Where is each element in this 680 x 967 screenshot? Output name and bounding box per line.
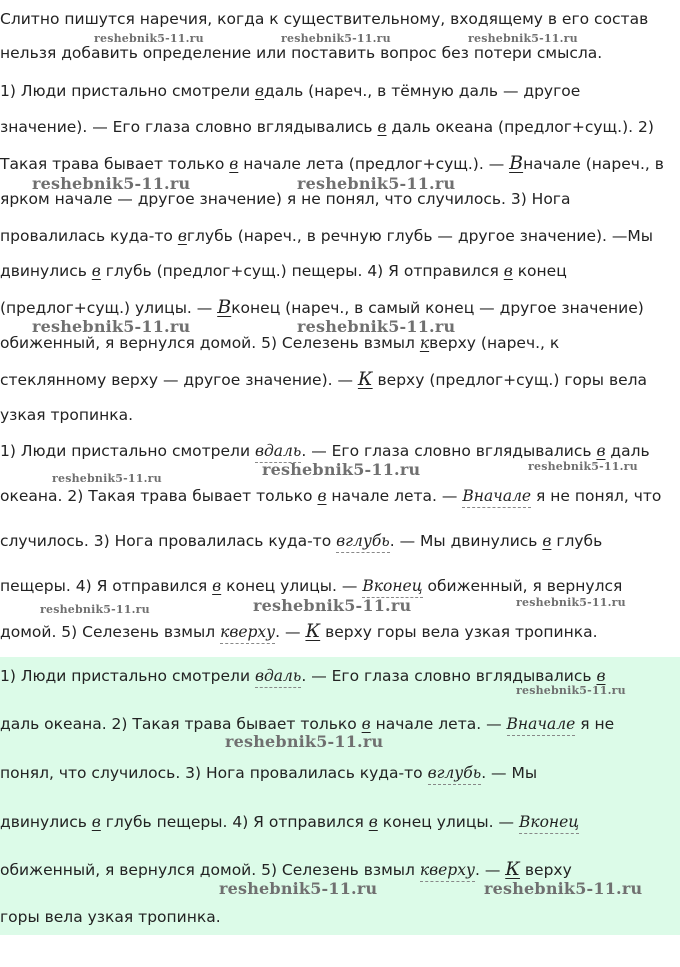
prefix: в xyxy=(91,262,101,280)
watermark: reshebnik5-11.ru xyxy=(262,460,421,479)
watermark: reshebnik5-11.ru xyxy=(468,32,578,45)
intro-line: нельзя добавить определение или поставить вопрос без потери смысла. xyxy=(0,44,603,62)
prefix: К xyxy=(505,858,520,880)
prefix: в xyxy=(229,155,239,173)
answer-line: даль океана. 2) Такая трава бывает только в начале лета. — Вначале я не xyxy=(0,714,680,734)
text-line: двинулись в глубь (предлог+сущ.) пещеры. 4) Я отправился в конец xyxy=(0,262,567,280)
answer-line: горы вела узкая тропинка. xyxy=(0,908,221,926)
text-line: ярком начале — другое значение) я не понял, что случилось. 3) Нога xyxy=(0,190,571,208)
watermark: reshebnik5-11.ru xyxy=(484,879,643,898)
text-line: обиженный, я вернулся домой. 5) Селезень взмыл кверху (нареч., к xyxy=(0,334,560,352)
text-line: (предлог+сущ.) улицы. — Вконец (нареч., в самый конец — другое значение) xyxy=(0,296,644,318)
text-line: случилось. 3) Нога провалилась куда-то вглубь. — Мы двинулись в глубь xyxy=(0,531,680,551)
prefix: в xyxy=(361,715,371,733)
watermark: reshebnik5-11.ru xyxy=(32,174,191,193)
prefix: В xyxy=(509,152,524,174)
adverb: вдаль xyxy=(255,667,301,688)
text-line: 1) Люди пристально смотрели вдаль. — Его глаза словно вглядывались в даль xyxy=(0,441,680,461)
adverb: кверху xyxy=(420,861,475,882)
text-line: океана. 2) Такая трава бывает только в начале лета. — Вначале я не понял, что xyxy=(0,486,680,506)
adverb: вглубь xyxy=(428,764,482,785)
watermark: reshebnik5-11.ru xyxy=(32,317,191,336)
watermark: reshebnik5-11.ru xyxy=(253,596,412,615)
watermark: reshebnik5-11.ru xyxy=(281,32,391,45)
adverb: Вначале xyxy=(462,487,531,508)
prefix: к xyxy=(419,334,430,352)
text-line: Такая трава бывает только в начале лета (предлог+сущ.). — Вначале (нареч., в xyxy=(0,152,664,174)
prefix: в xyxy=(212,577,222,595)
prefix: в xyxy=(542,532,552,550)
text-line: стеклянному верху — другое значение). — К верху (предлог+сущ.) горы вела xyxy=(0,368,648,390)
text-line: узкая тропинка. xyxy=(0,406,134,424)
prefix: в xyxy=(596,442,606,460)
watermark: reshebnik5-11.ru xyxy=(528,460,638,473)
text-line: домой. 5) Селезень взмыл кверху. — К верху горы вела узкая тропинка. xyxy=(0,620,598,642)
adverb: вглубь xyxy=(336,532,390,553)
text-line: провалилась куда-то вглубь (нареч., в речную глубь — другое значение). —Мы xyxy=(0,227,654,245)
watermark: reshebnik5-11.ru xyxy=(297,317,456,336)
answer-line: понял, что случилось. 3) Нога провалилась куда-то вглубь. — Мы xyxy=(0,763,680,783)
prefix: в xyxy=(503,262,513,280)
text-line: 1) Люди пристально смотрели вдаль (нареч., в тёмную даль — другое xyxy=(0,82,581,100)
prefix: К xyxy=(305,620,321,642)
watermark: reshebnik5-11.ru xyxy=(516,596,626,609)
prefix: в xyxy=(177,227,187,245)
watermark: reshebnik5-11.ru xyxy=(225,732,384,751)
prefix: в xyxy=(317,487,327,505)
prefix: К xyxy=(357,368,373,390)
prefix: в xyxy=(596,667,606,685)
adverb: вдаль xyxy=(255,442,301,463)
adverb: Вначале xyxy=(507,715,576,736)
answer-line: обиженный, я вернулся домой. 5) Селезень взмыл кверху. — К верху xyxy=(0,858,572,880)
adverb: кверху xyxy=(220,623,275,644)
text-line: пещеры. 4) Я отправился в конец улицы. — Вконец обиженный, я вернулся xyxy=(0,576,680,596)
adverb: Вконец xyxy=(362,577,422,598)
watermark: reshebnik5-11.ru xyxy=(516,684,626,697)
prefix: в xyxy=(377,118,387,136)
intro-line: Слитно пишутся наречия, когда к существительному, входящему в его состав xyxy=(0,10,649,28)
watermark: reshebnik5-11.ru xyxy=(40,603,150,616)
prefix: в xyxy=(91,813,101,831)
prefix: в xyxy=(368,813,378,831)
adverb: Вконец xyxy=(519,813,579,834)
watermark: reshebnik5-11.ru xyxy=(297,174,456,193)
watermark: reshebnik5-11.ru xyxy=(219,879,378,898)
answer-line: 1) Люди пристально смотрели вдаль. — Его глаза словно вглядывались в xyxy=(0,666,680,686)
text-line: значение). — Его глаза словно вглядывались в даль океана (предлог+сущ.). 2) xyxy=(0,118,654,136)
prefix: В xyxy=(217,296,232,318)
watermark: reshebnik5-11.ru xyxy=(94,32,204,45)
watermark: reshebnik5-11.ru xyxy=(52,472,162,485)
answer-line: двинулись в глубь пещеры. 4) Я отправился в конец улицы. — Вконец xyxy=(0,812,680,832)
prefix: в xyxy=(254,82,264,100)
